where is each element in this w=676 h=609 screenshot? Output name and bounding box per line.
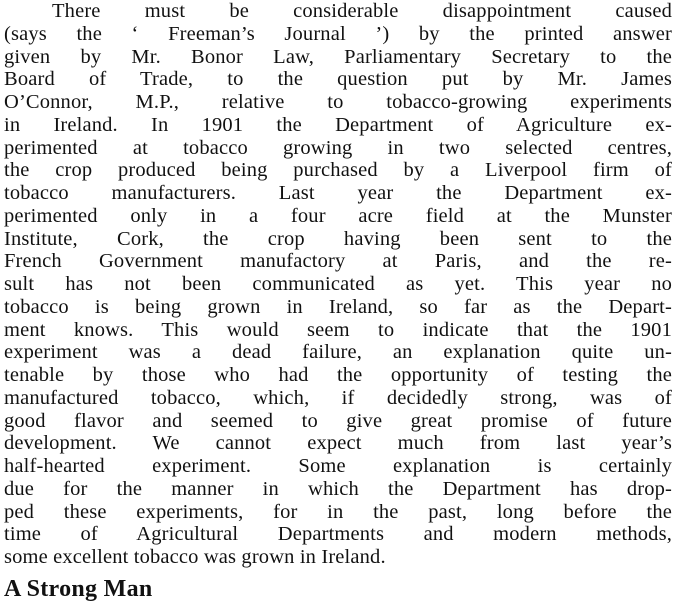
newspaper-clipping xyxy=(4,0,672,603)
article-line: French Government manufactory at Paris, and the re- xyxy=(4,250,672,273)
article-line: due for the manner in which the Department has drop- xyxy=(4,477,672,500)
article-line: ment knows. This would seem to indicate that the 1901 xyxy=(4,318,672,341)
article-line: Institute, Cork, the crop having been sent to the xyxy=(4,227,672,250)
article-line: perimented at tobacco growing in two selected centres, xyxy=(4,136,672,159)
article-line: O’Connor, M.P., relative to tobacco-growing experiments xyxy=(4,91,672,113)
article-line: time of Agricultural Departments and modern methods, xyxy=(4,523,672,546)
article-line: the crop produced being purchased by a Liverpool firm of xyxy=(4,159,672,182)
article-line: half-hearted experiment. Some explanation is certainly xyxy=(4,455,672,477)
article-line: tobacco manufacturers. Last year the Department ex- xyxy=(4,182,672,204)
article-line: in Ireland. In 1901 the Department of Agriculture ex- xyxy=(4,113,672,136)
article-line: experiment was a dead failure, an explanation quite un- xyxy=(4,341,672,364)
article-line: sult has not been communicated as yet. This year no xyxy=(4,273,672,295)
article-line: some excellent tobacco was grown in Ireland. xyxy=(4,546,386,568)
article-line: tobacco is being grown in Ireland, so far as the Depart- xyxy=(4,295,672,318)
article-line: There must be considerable disappointment caused xyxy=(52,0,672,22)
article-line: perimented only in a four acre field at the Munster xyxy=(4,204,672,227)
article-line: tenable by those who had the opportunity of testing the xyxy=(4,364,672,386)
article-body xyxy=(4,0,672,569)
article-line: manufactured tobacco, which, if decidedly strong, was of xyxy=(4,386,672,409)
article-line: given by Mr. Bonor Law, Parliamentary Secretary to the xyxy=(4,45,672,68)
article-line: good flavor and seemed to give great promise of future xyxy=(4,409,672,432)
article-line: (says the ‘ Freeman’s Journal ’) by the printed answer xyxy=(4,22,672,45)
article-line: development. We cannot expect much from last year’s xyxy=(4,432,672,455)
next-article-heading: A Strong Man xyxy=(4,575,153,602)
article-line: Board of Trade, to the question put by Mr. James xyxy=(4,68,672,91)
article-line: ped these experiments, for in the past, long before the xyxy=(4,500,672,523)
